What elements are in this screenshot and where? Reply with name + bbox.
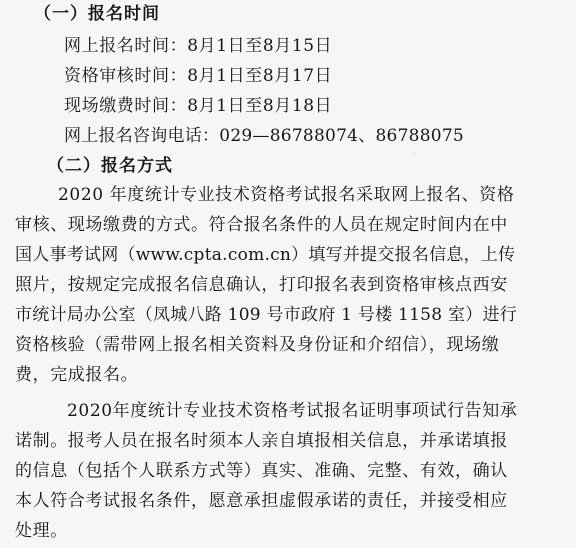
section-heading-registration-method: （二）报名方式	[47, 156, 173, 176]
paragraph-1-line-1: 2020 年度统计专业技术资格考试报名采取网上报名、资格	[58, 185, 515, 205]
paragraph-1-line-7: 费，完成报名。	[15, 365, 139, 385]
paragraph-2-line-3: 的信息（包括个人联系方式等）真实、准确、完整、有效，确认	[15, 461, 508, 481]
qualification-review-time-line: 资格审核时间：8月1日至8月17日	[64, 66, 333, 86]
paragraph-1-line-5: 市统计局办公室（凤城八路 109 号市政府 1 号楼 1158 室）进行	[15, 305, 517, 325]
paragraph-1-line-4: 照片，按规定完成报名信息确认，打印报名表到资格审核点西安	[15, 275, 508, 295]
onsite-payment-time-line: 现场缴费时间：8月1日至8月18日	[64, 96, 333, 116]
paragraph-1-line-2: 审核、现场缴费的方式。符合报名条件的人员在规定时间内在中	[15, 215, 508, 235]
paragraph-2-line-4: 本人符合考试报名条件，愿意承担虚假承诺的责任，并接受相应	[15, 491, 508, 511]
paragraph-2-line-1: 2020年度统计专业技术资格考试报名证明事项试行告知承	[67, 401, 518, 421]
paragraph-2-line-2: 诺制。报考人员在报名时须本人亲自填报相关信息，并承诺填报	[15, 431, 508, 451]
paragraph-2-line-5: 处理。	[15, 521, 68, 541]
online-registration-time-line: 网上报名时间：8月1日至8月15日	[64, 36, 333, 56]
paragraph-1-line-3: 国人事考试网（www.cpta.com.cn）填写并提交报名信息，上传	[15, 245, 516, 265]
section-heading-registration-time: （一）报名时间	[34, 4, 160, 24]
registration-consultation-phone-line: 网上报名咨询电话：029—86788074、86788075	[64, 126, 465, 146]
paragraph-1-line-6: 资格核验（需带网上报名相关资料及身份证和介绍信），现场缴	[15, 335, 500, 355]
